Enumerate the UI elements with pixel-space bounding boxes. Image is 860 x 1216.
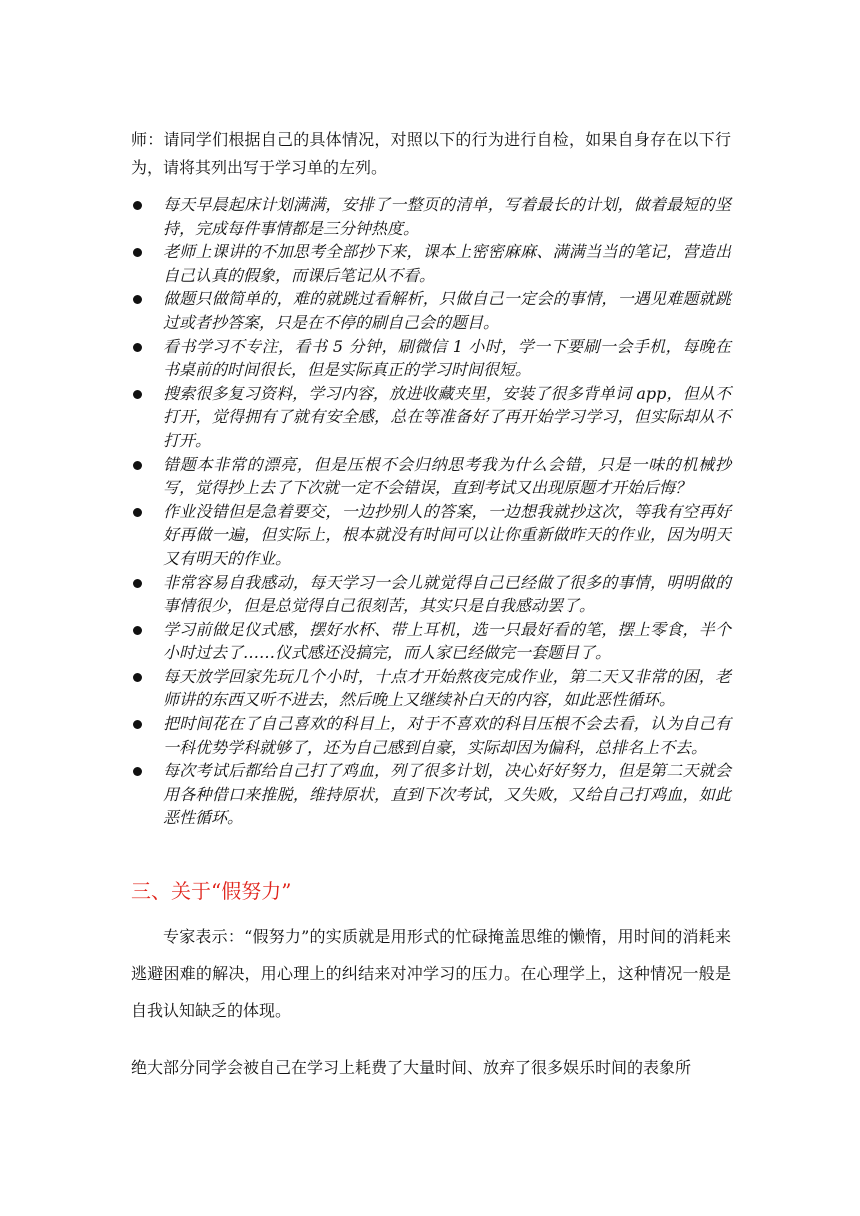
bullet-icon bbox=[133, 295, 142, 304]
bullet-icon bbox=[133, 626, 142, 635]
list-item bbox=[131, 665, 731, 712]
bullet-icon bbox=[133, 579, 142, 588]
list-item-text: 每天早晨起床计划满满，安排了一整页的清单，写着最长的计划，做着最短的坚持，完成每件事情都是三分钟热度。 bbox=[163, 195, 731, 238]
bullet-icon bbox=[133, 201, 142, 210]
list-item-text: 每次考试后都给自己打了鸡血，列了很多计划，决心好好努力，但是第二天就会用各种借口来推脱，维持原状，直到下次考试，又失败，又给自己打鸡血，如此恶性循环。 bbox=[163, 761, 731, 828]
bullet-icon bbox=[133, 673, 142, 682]
list-item bbox=[131, 712, 731, 759]
list-item bbox=[131, 287, 731, 334]
intro-paragraph: 师：请同学们根据自己的具体情况，对照以下的行为进行自检，如果自身存在以下行为，请将其列出写于学习单的左列。 bbox=[131, 130, 731, 177]
list-item-text: 每天放学回家先玩几个小时，十点才开始熬夜完成作业，第二天又非常的困，老师讲的东西又听不进去，然后晚上又继续补白天的内容，如此恶性循环。 bbox=[163, 666, 731, 710]
bullet-icon bbox=[133, 343, 142, 352]
bullet-icon bbox=[133, 767, 142, 776]
list-item bbox=[131, 618, 731, 665]
list-item bbox=[131, 240, 731, 287]
list-item bbox=[131, 382, 731, 453]
list-item bbox=[131, 759, 731, 830]
list-item bbox=[131, 193, 731, 240]
list-item-text: 错题本非常的漂亮，但是压根不会归纳思考我为什么会错，只是一味的机械抄写，觉得抄上去了下次就一定不会错误，直到考试又出现原题才开始后悔？ bbox=[163, 454, 731, 498]
expert-paragraph: 专家表示：“假努力”的实质就是用形式的忙碌掩盖思维的懒惰，用时间的消耗来逃避困难的解决，用心理上的纠结来对冲学习的压力。在心理学上，这种情况一般是自我认知缺乏的体现。 bbox=[131, 927, 731, 1020]
bullet-icon bbox=[133, 248, 142, 257]
section-heading: 三、关于“假努力” bbox=[131, 879, 292, 903]
list-item bbox=[131, 335, 731, 382]
list-item-text: 做题只做简单的，难的就跳过看解析，只做自己一定会的事情，一遇见难题就跳过或者抄答案，只是在不停的刷自己会的题目。 bbox=[163, 289, 731, 332]
list-item-text: 老师上课讲的不加思考全部抄下来，课本上密密麻麻、满满当当的笔记，营造出自己认真的假象，而课后笔记从不看。 bbox=[163, 242, 731, 285]
bullet-icon bbox=[133, 461, 142, 470]
list-item bbox=[131, 500, 731, 571]
list-item-text: 非常容易自我感动，每天学习一会儿就觉得自己已经做了很多的事情，明明做的事情很少，但是总觉得自己很刻苦，其实只是自我感动罢了。 bbox=[163, 572, 731, 616]
behavior-list bbox=[131, 193, 731, 830]
list-item-text: 看书学习不专注，看书 5 分钟，刷微信 1 小时，学一下要刷一会手机，每晚在书桌前的时间很长，但是实际真正的学习时间很短。 bbox=[163, 336, 731, 380]
bullet-icon bbox=[133, 508, 142, 517]
closing-paragraph: 绝大部分同学会被自己在学习上耗费了大量时间、放弃了很多娱乐时间的表象所 bbox=[131, 1058, 692, 1077]
list-item-text: 作业没错但是急着要交，一边抄别人的答案，一边想我就抄这次，等我有空再好好再做一遍，但实际上，根本就没有时间可以让你重新做昨天的作业，因为明天又有明天的作业。 bbox=[163, 501, 731, 568]
bullet-icon bbox=[133, 720, 142, 729]
list-item-text: 学习前做足仪式感，摆好水杯、带上耳机，选一只最好看的笔，摆上零食，半个小时过去了……仪式感还没搞完，而人家已经做完一套题目了。 bbox=[163, 619, 731, 663]
bullet-icon bbox=[133, 390, 142, 399]
list-item bbox=[131, 571, 731, 618]
list-item-text: 搜索很多复习资料，学习内容，放进收藏夹里，安装了很多背单词 app，但从不打开，觉得拥有了就有安全感，总在等准备好了再开始学习学习，但实际却从不打开。 bbox=[163, 383, 731, 450]
list-item-text: 把时间花在了自己喜欢的科目上，对于不喜欢的科目压根不会去看，认为自己有一科优势学科就够了，还为自己感到自豪，实际却因为偏科，总排名上不去。 bbox=[163, 714, 731, 757]
list-item bbox=[131, 453, 731, 500]
